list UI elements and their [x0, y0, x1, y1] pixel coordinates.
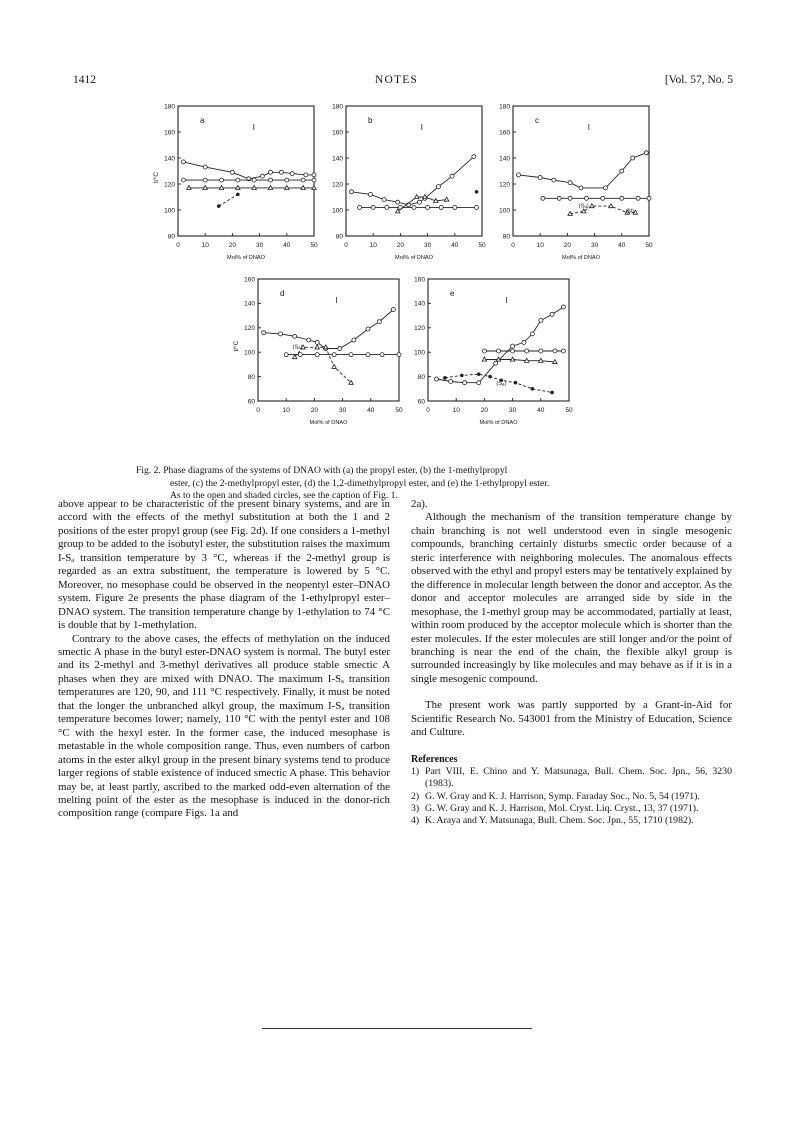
y-tick-label: 180 — [499, 103, 510, 111]
data-point-triangle — [236, 186, 240, 190]
y-tick-label: 120 — [414, 325, 425, 333]
x-axis-label: Mol% of DNAO — [227, 255, 265, 261]
region-label-isotropic: I — [505, 296, 508, 305]
data-point-open — [497, 349, 501, 353]
y-tick-label: 140 — [499, 155, 510, 163]
reference-item — [411, 791, 732, 803]
data-point-shaded — [460, 374, 464, 378]
data-point-open — [279, 170, 283, 174]
data-point-shaded — [531, 387, 535, 391]
data-point-open — [312, 178, 316, 182]
x-tick-label: 40 — [367, 407, 375, 414]
data-point-open — [236, 178, 240, 182]
data-point-triangle — [510, 357, 514, 361]
data-point-open — [260, 174, 264, 178]
data-point-triangle — [268, 186, 272, 190]
x-axis-label: Mol% of DNAO — [309, 420, 348, 426]
data-point-open — [477, 381, 481, 385]
data-point-open — [482, 349, 486, 353]
data-point-open — [380, 353, 384, 357]
data-point-triangle — [312, 186, 316, 190]
data-point-open — [620, 169, 624, 173]
data-point-open — [579, 186, 583, 190]
phase-annotation: (Sₐ) — [496, 381, 507, 388]
paragraph-left-1: above appear to be characteristic of the present binary systems, and are in accord with the effects of the methyl substitution at both the 1 and 2 positions of the ester propyl group (see Fig. 2d). If one considers a 1-methyl group to be added to the isobutyl ester, the substitution raises the maximum I-Sₐ transition temperature by 3 °C, whereas if the 2-methyl group is regarded as an extra substituent, the temperature is lowered by 5 °C. Moreover, no mesophase could be observed in the neopentyl ester–DNAO system. Figure 2e presents the phase diagram of the 1-ethylpropyl ester–DNAO system. The transition temperature change by 1-ethylation to 74 °C is double that by 1-methylation. — [58, 498, 390, 632]
region-label-isotropic: I — [587, 123, 591, 132]
data-point-open — [552, 178, 556, 182]
phase-boundary-line — [351, 157, 473, 205]
y-tick-label: 160 — [499, 129, 510, 137]
page-number: 1412 — [73, 74, 96, 86]
data-point-open — [382, 198, 386, 202]
data-point-open — [601, 196, 605, 200]
data-point-open — [644, 151, 648, 155]
x-tick-label: 0 — [511, 242, 515, 249]
data-point-open — [349, 190, 353, 194]
y-tick-label: 120 — [332, 181, 343, 189]
x-tick-label: 30 — [590, 242, 599, 249]
paragraph-left-2: Contrary to the above cases, the effects of methylation on the induced smectic A phase in the butyl ester-DNAO system is normal. The butyl ester and its 2-methyl and 3-methyl derivatives all produce stable smectic A phases when they are mixed with DNAO. The maximum I-Sₐ transition temperatures are 120, 90, and 111 °C respectively. Finally, it must be noted that the longer the unbranched alkyl group, the maximum I-Sₐ transition temperature becomes lower; namely, 110 °C with the pentyl ester and 108 °C with the hexyl ester. In the former case, the induced mesophase is metastable in the whole composition range. Thus, even numbers of carbon atoms in the ester alkyl group in the present binary systems tend to produce larger regions of stable existence of induced smectic A phase. This behavior may be, at least partly, ascribed to the marked odd-even alternation of the melting point of the ester as the mesophase is induced in the donor-rich composition range (compare Figs. 1a and — [58, 632, 390, 820]
phase-diagram-c — [485, 100, 655, 270]
data-point-shaded — [236, 193, 240, 197]
phase-diagram-b — [318, 100, 488, 270]
y-tick-label: 180 — [332, 103, 343, 111]
reference-text: K. Araya and Y. Matsunaga, Bull. Chem. Soc. Jpn., 55, 1710 (1982). — [425, 815, 694, 827]
data-point-triangle — [285, 186, 289, 190]
x-tick-label: 30 — [338, 407, 347, 414]
y-tick-label: 160 — [244, 276, 255, 284]
y-tick-label: 100 — [332, 207, 343, 215]
data-point-open — [366, 327, 370, 331]
data-point-open — [181, 160, 185, 164]
data-point-triangle — [252, 186, 256, 190]
data-point-triangle — [395, 209, 399, 213]
x-tick-label: 50 — [645, 242, 653, 249]
data-point-open — [453, 205, 457, 209]
data-point-open — [293, 334, 297, 338]
x-tick-label: 20 — [396, 242, 405, 249]
phase-boundary-line — [264, 310, 394, 349]
reference-text: G. W. Gray and K. J. Harrison, Symp. Faraday Soc., No. 5, 54 (1971). — [425, 790, 700, 802]
data-point-open — [203, 165, 207, 169]
data-point-open — [377, 320, 381, 324]
data-point-open — [525, 349, 529, 353]
y-tick-label: 140 — [244, 300, 255, 308]
data-point-triangle — [444, 197, 448, 201]
y-tick-label: 120 — [499, 181, 510, 189]
data-point-open — [338, 347, 342, 351]
data-point-open — [472, 155, 476, 159]
data-point-open — [412, 205, 416, 209]
data-point-open — [538, 176, 542, 180]
phase-boundary-line — [437, 307, 564, 383]
data-point-triangle — [323, 345, 327, 349]
data-point-shaded — [514, 381, 518, 385]
y-tick-label: 160 — [332, 129, 343, 137]
data-point-open — [436, 185, 440, 189]
phase-diagram-e — [400, 273, 575, 435]
x-tick-label: 50 — [310, 242, 318, 249]
paragraph-right-0: 2a). — [411, 498, 428, 510]
data-point-open — [557, 196, 561, 200]
y-tick-label: 160 — [164, 129, 175, 137]
x-axis-label: Mol% of DNAO — [479, 420, 518, 426]
data-point-open — [561, 305, 565, 309]
x-tick-label: 20 — [310, 407, 319, 414]
data-point-open — [568, 181, 572, 185]
panel-label: c — [535, 116, 539, 125]
reference-text: Part VIII, E. Chino and Y. Matsunaga, Bull. Chem. Soc. Jpn., 56, 3230 (1983). — [425, 766, 732, 790]
panel-label: a — [200, 116, 205, 125]
phase-annotation: (N) — [625, 208, 634, 215]
data-point-open — [268, 170, 272, 174]
data-point-triangle — [539, 358, 543, 362]
data-point-triangle — [219, 186, 223, 190]
region-label-isotropic: I — [252, 123, 256, 132]
data-point-triangle — [568, 212, 572, 216]
y-axis-label: t/°C — [153, 172, 160, 183]
region-label-isotropic: I — [420, 123, 424, 132]
y-axis-label: t/°C — [233, 340, 240, 352]
x-tick-label: 20 — [480, 407, 489, 414]
data-point-open — [636, 196, 640, 200]
end-rule — [262, 1028, 532, 1029]
data-point-triangle — [332, 364, 336, 368]
data-point-open — [385, 205, 389, 209]
data-point-open — [396, 200, 400, 204]
reference-number: 2) — [411, 790, 420, 802]
x-tick-label: 40 — [618, 242, 626, 249]
plot-frame — [513, 106, 649, 236]
data-point-triangle — [496, 357, 500, 361]
data-point-open — [279, 332, 283, 336]
reference-item — [411, 766, 732, 791]
y-tick-label: 120 — [244, 325, 255, 333]
phase-diagram-d — [230, 273, 405, 435]
y-tick-label: 80 — [417, 373, 425, 381]
reference-number: 4) — [411, 815, 420, 827]
data-point-open — [366, 353, 370, 357]
y-tick-label: 100 — [244, 349, 255, 357]
data-point-open — [647, 196, 651, 200]
data-point-shaded — [550, 391, 554, 395]
x-tick-label: 10 — [452, 407, 460, 414]
data-point-open — [584, 196, 588, 200]
reference-item — [411, 815, 732, 827]
caption-line-2: ester, (c) the 2-methylpropyl ester, (d) the 1,2-dimethylpropyl ester, and (e) the 1-ethylpropyl ester. — [170, 477, 550, 489]
x-axis-label: Mol% of DNAO — [395, 255, 433, 261]
data-point-open — [541, 196, 545, 200]
data-point-triangle — [582, 209, 586, 213]
y-tick-label: 140 — [164, 155, 175, 163]
panel-label: e — [450, 289, 455, 298]
data-point-open — [312, 173, 316, 177]
data-point-open — [511, 344, 515, 348]
data-point-open — [262, 331, 266, 335]
x-tick-label: 40 — [451, 242, 459, 249]
caption-line-1: Fig. 2. Phase diagrams of the systems of DNAO with (a) the propyl ester, (b) the 1-methylpropyl — [136, 465, 508, 476]
data-point-open — [371, 205, 375, 209]
data-point-triangle — [525, 358, 529, 362]
y-tick-label: 140 — [332, 155, 343, 163]
data-point-open — [315, 353, 319, 357]
data-point-open — [332, 353, 336, 357]
data-point-open — [358, 205, 362, 209]
data-point-shaded — [477, 372, 481, 376]
x-tick-label: 0 — [344, 242, 348, 249]
running-header: NOTES — [374, 74, 419, 86]
phase-boundary-line — [518, 153, 646, 188]
right-column — [411, 498, 732, 828]
data-point-open — [550, 312, 554, 316]
x-tick-label: 0 — [426, 407, 430, 414]
data-point-open — [304, 173, 308, 177]
phase-annotation: (Sₐ) — [292, 344, 303, 351]
data-point-shaded — [488, 375, 492, 379]
data-point-open — [553, 349, 557, 353]
data-point-open — [516, 173, 520, 177]
data-point-open — [368, 192, 372, 196]
data-point-open — [352, 338, 356, 342]
data-point-open — [298, 353, 302, 357]
data-point-open — [539, 349, 543, 353]
data-point-open — [561, 349, 565, 353]
data-point-open — [268, 178, 272, 182]
paragraph-right-1: Although the mechanism of the transition temperature change by chain branching is not well understood even in single mesogenic compounds, branching certainly disturbs smectic order because of a steric interference with neighboring molecules. The anomalous effects observed with the ethyl and propyl esters may be tentatively explained by the difference in molecular length between the donor and acceptor. As the donor and acceptor molecules are arranged side by side in the mesophase, the 1-methyl group may be accommodated, partially at least, within room produced by the acceptor molecule which is shorter than the ester molecules. If the ester molecules are still longer and/or the point of branching is near the end of the chain, the flexible alkyl group is surrounded increasingly by like molecules and may behave as if it is in a single mesogenic compound. — [411, 511, 732, 685]
region-label-isotropic: I — [335, 296, 338, 305]
y-tick-label: 100 — [414, 349, 425, 357]
x-tick-label: 30 — [255, 242, 264, 249]
x-axis-label: Mol% of DNAO — [562, 255, 600, 261]
x-tick-label: 50 — [395, 407, 403, 414]
data-point-open — [439, 205, 443, 209]
left-column — [58, 498, 390, 821]
data-point-triangle — [187, 186, 191, 190]
phase-diagram-a — [150, 100, 320, 270]
data-point-open — [539, 318, 543, 322]
x-tick-label: 10 — [369, 242, 377, 249]
data-point-open — [603, 186, 607, 190]
data-point-open — [290, 172, 294, 176]
data-point-open — [181, 178, 185, 182]
data-point-open — [450, 174, 454, 178]
data-point-open — [285, 178, 289, 182]
y-tick-label: 160 — [414, 276, 425, 284]
panel-label: d — [280, 289, 285, 298]
x-tick-label: 50 — [565, 407, 573, 414]
plot-frame — [346, 106, 482, 236]
x-tick-label: 30 — [508, 407, 517, 414]
x-tick-label: 40 — [537, 407, 545, 414]
data-point-open — [620, 196, 624, 200]
data-point-open — [301, 178, 305, 182]
x-tick-label: 50 — [478, 242, 486, 249]
y-tick-label: 140 — [414, 300, 425, 308]
references-title: References — [411, 753, 458, 765]
data-point-open — [417, 200, 421, 204]
x-tick-label: 0 — [256, 407, 260, 414]
data-point-open — [391, 308, 395, 312]
data-point-open — [434, 377, 438, 381]
data-point-open — [530, 332, 534, 336]
data-point-open — [494, 361, 498, 365]
data-point-open — [315, 340, 319, 344]
data-point-triangle — [553, 360, 557, 364]
data-point-triangle — [415, 195, 419, 199]
reference-number: 3) — [411, 803, 420, 815]
data-point-open — [463, 381, 467, 385]
data-point-triangle — [315, 345, 319, 349]
phase-boundary-line — [183, 162, 314, 179]
data-point-open — [307, 338, 311, 342]
x-tick-label: 40 — [283, 242, 291, 249]
x-tick-label: 30 — [423, 242, 432, 249]
reference-item — [411, 803, 732, 815]
data-point-open — [631, 156, 635, 160]
y-tick-label: 80 — [167, 233, 175, 241]
data-point-open — [203, 178, 207, 182]
data-point-open — [230, 170, 234, 174]
data-point-triangle — [482, 357, 486, 361]
y-tick-label: 80 — [502, 233, 510, 241]
x-tick-label: 10 — [201, 242, 209, 249]
data-point-open — [511, 349, 515, 353]
acknowledgment: The present work was partly supported by a Grant-in-Aid for Scientific Research No. 543001 from the Ministry of Education, Science and Culture. — [411, 699, 732, 739]
x-tick-label: 0 — [176, 242, 180, 249]
data-point-triangle — [609, 204, 613, 208]
reference-text: G. W. Gray and K. J. Harrison, Mol. Cryst. Liq. Cryst., 13, 37 (1971). — [425, 803, 699, 815]
data-point-open — [522, 340, 526, 344]
data-point-triangle — [423, 195, 427, 199]
data-point-open — [475, 205, 479, 209]
y-tick-label: 80 — [335, 233, 343, 241]
data-point-shaded — [443, 376, 447, 380]
x-tick-label: 10 — [536, 242, 544, 249]
data-point-triangle — [434, 199, 438, 203]
phase-boundary-line — [219, 194, 238, 206]
reference-number: 1) — [411, 766, 420, 778]
y-tick-label: 100 — [499, 207, 510, 215]
x-tick-label: 20 — [563, 242, 572, 249]
x-tick-label: 10 — [282, 407, 290, 414]
data-point-triangle — [590, 204, 594, 208]
plot-frame — [178, 106, 314, 236]
phase-annotation: (Sₐ) — [578, 203, 589, 210]
data-point-shaded — [217, 204, 221, 208]
panel-label: b — [368, 116, 373, 125]
data-point-open — [449, 379, 453, 383]
data-point-open — [349, 353, 353, 357]
y-tick-label: 80 — [247, 373, 255, 381]
x-tick-label: 20 — [228, 242, 237, 249]
data-point-open — [220, 178, 224, 182]
volume-info: [Vol. 57, No. 5 — [664, 74, 733, 86]
data-point-open — [568, 196, 572, 200]
y-tick-label: 120 — [164, 181, 175, 189]
data-point-open — [284, 353, 288, 357]
y-tick-label: 100 — [164, 207, 175, 215]
y-tick-label: 60 — [417, 398, 425, 406]
data-point-shaded — [475, 190, 479, 194]
y-tick-label: 180 — [164, 103, 175, 111]
y-tick-label: 60 — [247, 398, 255, 406]
caption-line-3: As to the open and shaded circles, see the caption of Fig. 1. — [170, 490, 398, 502]
data-point-triangle — [203, 186, 207, 190]
data-point-triangle — [301, 186, 305, 190]
data-point-open — [426, 205, 430, 209]
data-point-open — [252, 178, 256, 182]
